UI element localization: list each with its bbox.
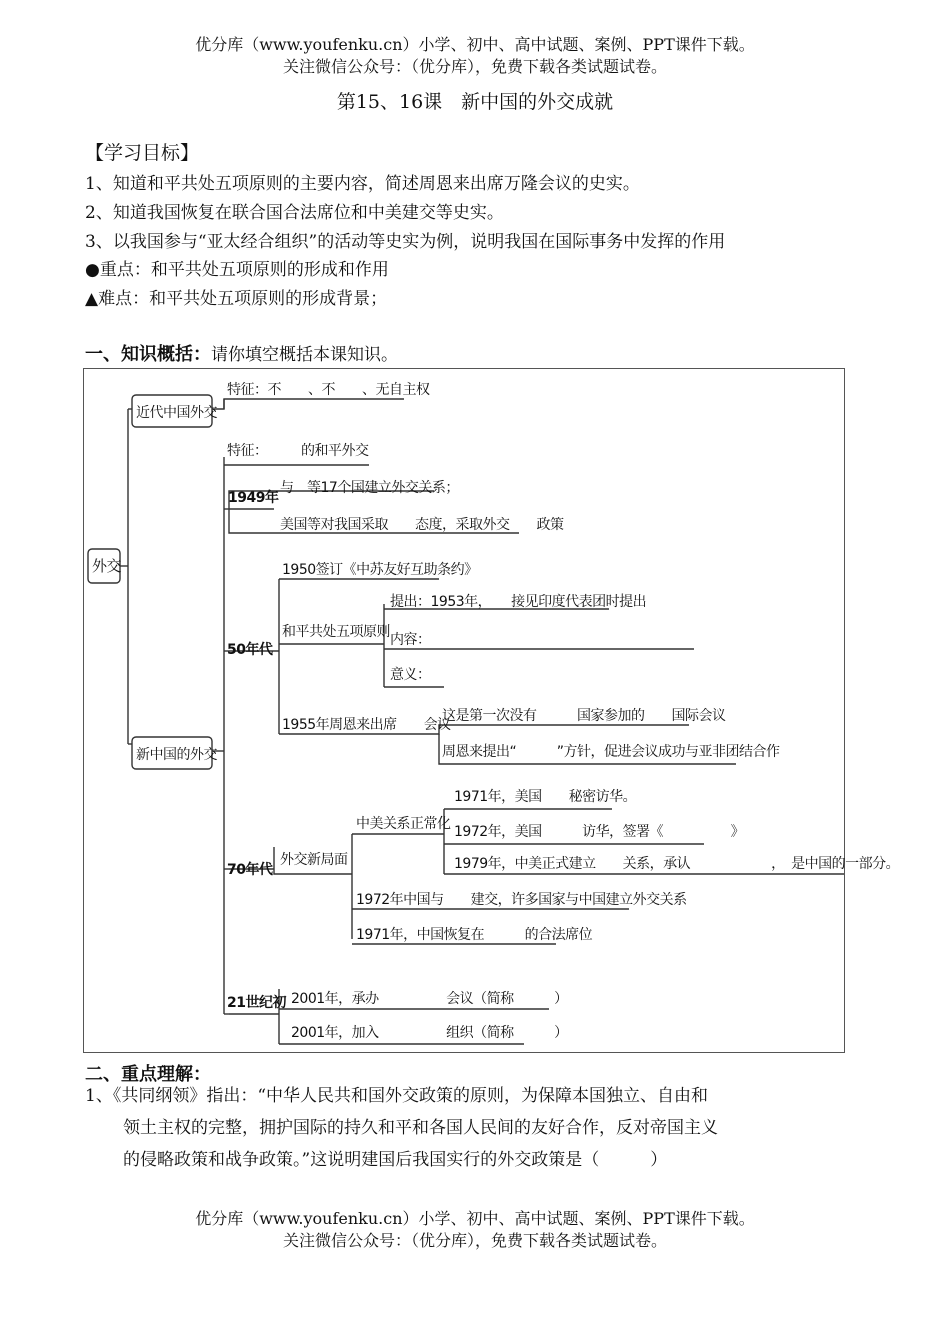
objective-item: 2、知道我国恢复在联合国合法席位和中美建交等史实。: [85, 203, 504, 223]
node-sino-us: 中美关系正常化: [356, 816, 451, 832]
objective-item: 3、以我国参与“亚太经合组织”的活动等史实为例，说明我国在国际事务中发挥的作用: [85, 232, 726, 252]
section2-heading: 二、重点理解：: [85, 1064, 211, 1085]
knowledge-mindmap: [83, 368, 900, 1053]
node-21st: 21世纪初: [227, 995, 286, 1011]
section1-note: 请你填空概括本课知识。: [211, 345, 398, 365]
node-new-scene: 外交新局面: [280, 852, 348, 868]
node-sino-us-item: 1979年，中美正式建立 关系，承认 ， 是中国的一部分。: [454, 856, 900, 872]
question-1-line: 的侵略政策和战争政策。”这说明建国后我国实行的外交政策是（ ）: [123, 1150, 668, 1170]
node-modern-diplomacy: 近代中国外交: [136, 405, 217, 421]
node-21st-item: 2001年，承办 会议（简称 ）: [291, 991, 568, 1007]
objectives-heading: 【学习目标】: [85, 142, 200, 164]
page-header-line2: 关注微信公众号：（优分库），免费下载各类试题试卷。: [282, 57, 667, 76]
node-1949-item: 与 等17个国建立外交关系；: [280, 480, 459, 496]
node-1949-item: 美国等对我国采取 态度，采取外交 政策: [280, 517, 564, 533]
node-50s: 50年代: [227, 642, 273, 658]
page-footer-line2: 关注微信公众号：（优分库），免费下载各类试题试卷。: [282, 1231, 667, 1250]
node-1949: 1949年: [228, 490, 279, 506]
question-1-line: 1、《共同纲领》指出：“中华人民共和国外交政策的原则，为保障本国独立、自由和: [85, 1086, 709, 1106]
node-70s-other: 1971年，中国恢复在 的合法席位: [356, 927, 593, 943]
node-new-diplomacy: 新中国的外交: [136, 747, 217, 763]
node-bandung: 1955年周恩来出席 会议: [282, 717, 451, 733]
mindmap-root: 外交: [92, 557, 122, 575]
node-70s: 70年代: [227, 862, 273, 878]
node-bandung-item: 这是第一次没有 国家参加的 国际会议: [442, 708, 726, 724]
key-point: ●重点：和平共处五项原则的形成和作用: [85, 260, 389, 280]
node-sino-us-item: 1971年，美国 秘密访华。: [454, 789, 637, 805]
node-new-feature: 特征： 的和平外交: [227, 443, 369, 459]
page-header-line1: 优分库（www.youfenku.cn）小学、初中、高中试题、案例、PPT课件下载。: [195, 35, 755, 54]
lesson-title: 第15、16课 新中国的外交成就: [336, 91, 614, 113]
node-five-proposed: 提出：1953年， 接见印度代表团时提出: [390, 594, 647, 610]
node-modern-feature: 特征：不 、不 、无自主权: [227, 382, 430, 398]
node-70s-other: 1972年中国与 建交，许多国家与中国建立外交关系: [356, 892, 687, 908]
section1-heading: 一、知识概括：: [85, 344, 211, 365]
objective-item: 1、知道和平共处五项原则的主要内容，简述周恩来出席万隆会议的史实。: [85, 174, 640, 194]
difficult-point: ▲难点：和平共处五项原则的形成背景；: [85, 289, 388, 309]
page-footer-line1: 优分库（www.youfenku.cn）小学、初中、高中试题、案例、PPT课件下载。: [195, 1209, 755, 1228]
question-1-line: 领土主权的完整，拥护国际的持久和平和各国人民间的友好合作，反对帝国主义: [123, 1118, 718, 1138]
section1-header: [85, 340, 398, 366]
node-bandung-item: 周恩来提出“ ”方针，促进会议成功与亚非团结合作: [442, 744, 780, 760]
node-treaty: 1950签订《中苏友好互助条约》: [282, 562, 478, 578]
node-sino-us-item: 1972年，美国 访华，签署《 》: [454, 824, 745, 840]
node-five-principles: 和平共处五项原则: [282, 624, 390, 640]
node-21st-item: 2001年，加入 组织（简称 ）: [291, 1025, 568, 1041]
node-five-meaning: 意义：: [390, 667, 431, 683]
node-five-content: 内容：: [390, 632, 431, 648]
